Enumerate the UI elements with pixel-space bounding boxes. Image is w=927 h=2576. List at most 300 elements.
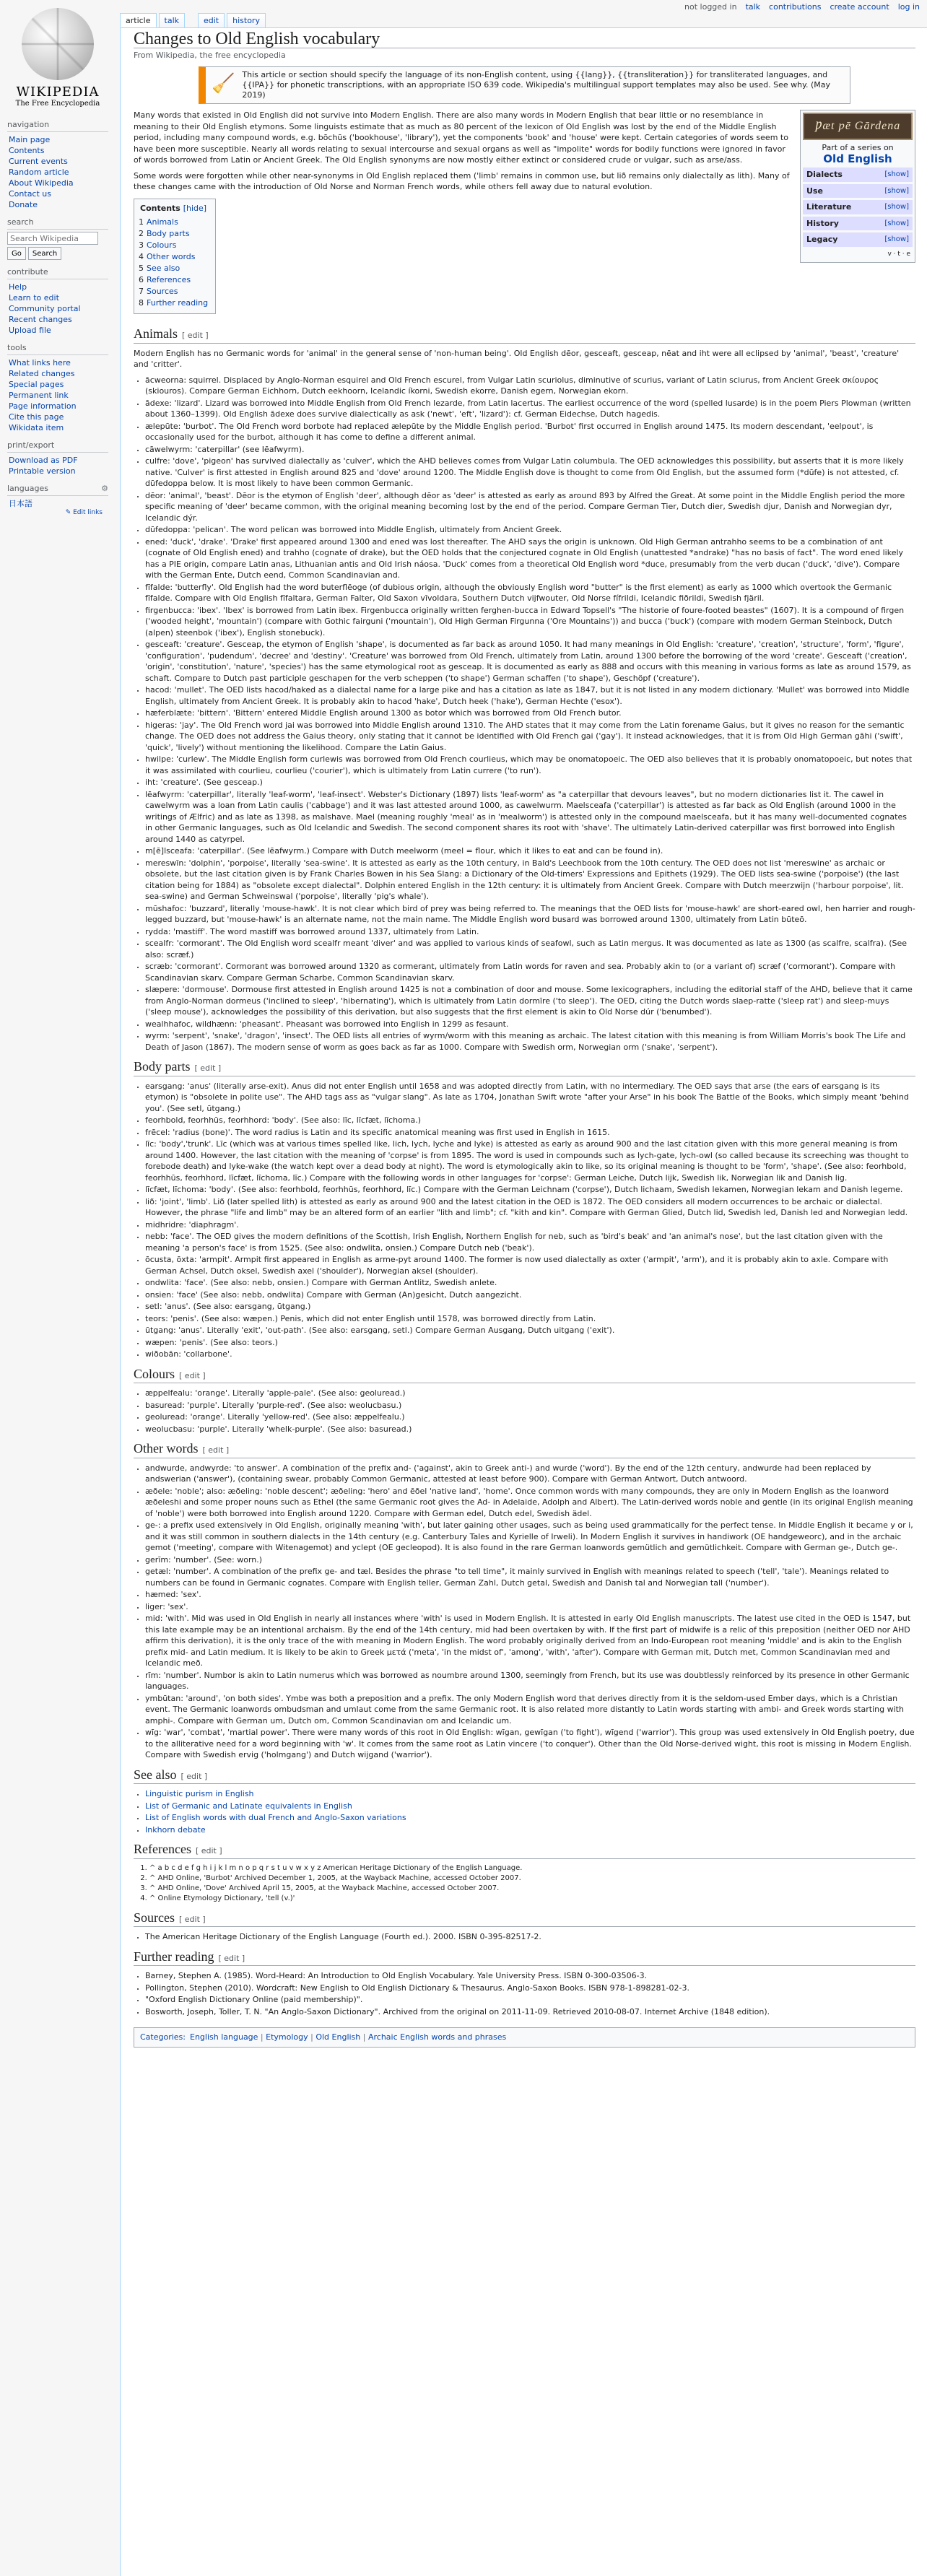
list-item-text: ælepūte: 'burbot'. The Old French word borbote had replaced ælepūte by the Middle English period. 'Burbot' first occurred in English around 1475. Its modern descendant, 'eelpout', is occasionally used for the burbot, although it has come to define a different animal. xyxy=(145,421,874,442)
create-account-link[interactable]: create account xyxy=(830,1,889,12)
reference-item xyxy=(149,1894,915,1904)
sidebar-nav-link[interactable]: Contents xyxy=(9,146,45,155)
list-item xyxy=(145,984,915,1018)
print-portal xyxy=(7,440,108,477)
list-item xyxy=(145,1400,915,1411)
section-list-sources xyxy=(134,1931,915,1943)
search-input[interactable] xyxy=(7,232,98,245)
series-row-show-toggle[interactable]: [show] xyxy=(884,186,909,195)
navigation-portal xyxy=(7,120,108,210)
toc-link[interactable]: Body parts xyxy=(147,229,190,238)
list-item-text: earsgang: 'anus' (literally arse-exit). Anus did not enter English until 1658 and was adopted directly from Latin, with no intermediary. The OED says that arse (the ears of earsgang is its etymon) is "obsolete in polite use". The AHD tags ass as "vulgar slang". As late as 1704, Jonathan Swift wrote "after your Arse" in his book The Battle of the Books, which simply meant 'behind you'. (See setl, ūtgang.) xyxy=(145,1081,909,1113)
list-item xyxy=(145,1566,915,1588)
list-item-text: ^ Online Etymology Dictionary, 'tell (v.)' xyxy=(149,1894,295,1902)
toc-title: Contents [hide] xyxy=(140,203,207,213)
toc-item[interactable] xyxy=(139,251,208,263)
list-item xyxy=(145,961,915,983)
toc-hide-toggle[interactable]: [hide] xyxy=(183,203,207,213)
edit-links-link[interactable]: Edit links xyxy=(73,509,103,516)
contributions-link[interactable]: contributions xyxy=(769,1,822,12)
list-item-text: slæpere: 'dormouse'. Dormouse first attested in English around 1425 is not a combination of door and mouse. Some lexicographers, including the editorial staff of the AHD, believe that it came from Anglo-Norman dormeus ('inclined to sleep', 'hibernating'), which is ultimately from Latin dormīre ('to sleep'). The OED, citing the Dutch words slaep-ratte ('sleep rat') and sleep-muys ('sleep mouse'), acknowledges the possibility of this derivation, but also suggests that the first element is akin to Old Norse dúr ('benumbed'). xyxy=(145,985,913,1017)
tab-history[interactable]: history xyxy=(227,13,266,27)
category-separator: | xyxy=(258,2032,266,2042)
toc-link[interactable]: Animals xyxy=(147,217,178,227)
list-item xyxy=(145,536,915,581)
list-item xyxy=(145,1349,915,1360)
series-title[interactable]: Old English xyxy=(823,152,892,165)
list-item-text: dūfedoppa: 'pelican'. The word pelican was borrowed into Middle English, ultimately from Ancient Greek. xyxy=(145,525,562,534)
section-list-colours xyxy=(134,1388,915,1435)
list-item xyxy=(145,777,915,788)
list-item-text: hacod: 'mullet'. The OED lists hacod/haked as a dialectal name for a large pike and has a citation as late as 1847, but it is not listed in any modern dictionary. 'Mullet' was borrowed into Middle English, ultimately from Ancient Greek. It is probably akin to hacod 'hake', Dutch heek ('hake'), German Hechte ('esox'). xyxy=(145,685,910,706)
list-item-text: ^ a b c d e f g h i j k l m n o p q r s t u v w x y z American Heritage Dictionary of the English Language. xyxy=(149,1863,523,1872)
personal-toolbar xyxy=(684,0,920,13)
sidebar-tools-item[interactable] xyxy=(9,379,108,390)
navigation-list xyxy=(7,134,108,210)
list-item-text: andwurde, andwyrde: 'to answer'. A combination of the prefix and- ('against', akin to Greek anti-) and wurde ('word'). By the end of the 12th century, andwurde had been replaced by andswerian ('answer'), (containing swear, probably Common Germanic, attested at least before 900). Compare with German Antwort, Dutch antwoord. xyxy=(145,1463,871,1484)
toc-list xyxy=(139,217,208,309)
series-row[interactable] xyxy=(803,184,913,199)
series-row-label: Use xyxy=(806,186,823,196)
sidebar-contribute-link[interactable]: Help xyxy=(9,282,27,292)
gear-icon[interactable]: ⚙ xyxy=(101,484,108,493)
toc-link[interactable]: References xyxy=(147,275,191,284)
list-item-text: onsien: 'face' (See also: nebb, ondwlita) Compare with German (An)gesicht, Dutch aangezicht. xyxy=(145,1289,522,1300)
list-item-text: mid: 'with'. Mid was used in Old English in nearly all instances where 'with' is used in Modern English. It is attested in early Old English manuscripts. The latest use cited in the OED is 1547, but this late example may be an intentional archaism. By the end of the 14th century, mid had been overtaken by with. If the first part of midwife is a relic of this preposition (neither OED nor AHD affirm this derivation), it is the only trace of the with meaning in Modern English. The word probably originally derived from an Indo-European root meaning 'middle' and is akin to the English prefix mid- and Latin medium. It is likely to be akin to Greek μετά ('meta', 'in the midst of', 'among', 'with', 'after'). Compare with German mit, Dutch met, Common Scandinavian med and Icelandic með. xyxy=(145,1614,911,1668)
sidebar-print-link[interactable]: Download as PDF xyxy=(9,456,78,465)
list-item-text: scealfr: 'cormorant'. The Old English word scealfr meant 'diver' and was applied to various kinds of seafowl, such as Latin mergus. It was documented as late as 1300 (as scalfre, scalfra). (See also: scræf.) xyxy=(145,939,908,960)
sidebar-contribute-item[interactable] xyxy=(9,314,108,325)
series-row[interactable] xyxy=(803,217,913,231)
list-item-text: ge-: a prefix used extensively in Old English, originally meaning 'with', but later gaining other usages, such as being used grammatically for the perfect tense. In Middle English it became y or i, and it was still common in southern dialects in the 14th century (e.g. Canterbury Tales and Kyrielle of Irweli). In Modern English it survives in handiwork (OE handgeweorc), and in the archaic gemot ('meeting', compare with Witenagemot) and yclept (OE gecleopod). It is also found in the rare German loanwords gemütlich and gemütlichkeit. Compare with German ge-, Dutch ge-. xyxy=(145,1520,913,1552)
toc-number: 2 xyxy=(139,229,144,238)
list-item-text: mūshafoc: 'buzzard', literally 'mouse-hawk'. It is not clear which bird of prey was being referred to. The meanings that the OED lists for 'mouse-hawk' are short-eared owl, hen harrier and rough-legged buzzard, but 'mouse-hawk' is an alternate name, not the main name. The Middle English word busard was borrowed around 1300, ultimately from Latin būteō. xyxy=(145,903,915,924)
see-also-link[interactable]: List of Germanic and Latinate equivalents in English xyxy=(145,1801,352,1811)
list-item[interactable] xyxy=(145,1824,915,1836)
section-list-other xyxy=(134,1463,915,1761)
category-link[interactable]: English language xyxy=(190,2032,258,2042)
list-item-text: līc: 'body','trunk'. Līc (which was at various times spelled like, lich, lych, lyche and lyke) is attested as early as around 900 and the last citation given with this more general meaning is from around 1400. However, the last citation with the meaning of 'corpse' is from 1895. The word is used in compounds such as lych-gate, lych-owl (so called because its screeching was thought to forebode death) and lyke-wake (the watch kept over a dead body at night). The word is etymologically akin to like, so its original meaning is thought to be 'form', 'shape'. (See also: feorhbold, feorhhūs, feorhhord, līcfæt, līchoma, līc.) Compare with the following words in other languages for 'corpse': German Leiche, Dutch lijk, Swedish lik, Norwegian lik and Danish lig. xyxy=(145,1139,909,1183)
list-item xyxy=(145,456,915,489)
series-row-label: History xyxy=(806,218,839,228)
list-item xyxy=(145,789,915,845)
wikipedia-logo[interactable] xyxy=(0,0,116,116)
not-logged-in-label: not logged in xyxy=(684,1,737,12)
list-item xyxy=(145,524,915,536)
list-item xyxy=(145,1325,915,1336)
section-heading-see-also xyxy=(134,1767,915,1785)
sidebar-contribute-link[interactable]: Upload file xyxy=(9,326,51,335)
list-item[interactable] xyxy=(145,1801,915,1812)
languages-portal xyxy=(7,484,108,516)
list-item xyxy=(145,582,915,604)
toc-number: 6 xyxy=(139,275,144,284)
sidebar-tools-link[interactable]: Cite this page xyxy=(9,412,64,422)
tools-portal xyxy=(7,343,108,433)
old-english-series-box xyxy=(800,110,915,263)
list-item xyxy=(145,1970,915,1982)
list-item xyxy=(145,421,915,443)
list-item-text: dēor: 'animal', 'beast'. Dēor is the etymon of English 'deer', although dēor as 'deer' is attested as early as around 893 by Alfred the Great. At some point in the Middle English period the more specific meaning of 'deer' became common, with the original meaning becoming lost by the end of the period. Compare German Tier, Dutch dier, Swedish djur, Danish and Norwegian dyr, Icelandic dýr. xyxy=(145,490,905,523)
toc-item[interactable] xyxy=(139,217,208,228)
list-item-text: wiðobān: 'collarbone'. xyxy=(145,1349,232,1359)
category-separator: | xyxy=(308,2032,316,2042)
series-row[interactable] xyxy=(803,232,913,247)
search-button[interactable]: Search xyxy=(28,247,61,260)
toc-number: 8 xyxy=(139,298,144,308)
section-heading-further xyxy=(134,1951,915,1967)
sidebar-tools-item[interactable] xyxy=(9,368,108,379)
list-item xyxy=(145,639,915,684)
section-edit-link[interactable]: [ edit ] xyxy=(182,331,209,340)
section-edit-link[interactable]: [ edit ] xyxy=(218,1953,245,1963)
contribute-portal xyxy=(7,267,108,336)
list-item xyxy=(145,1693,915,1727)
tab-article[interactable]: article xyxy=(120,13,157,27)
section-title: Other words xyxy=(134,1441,199,1455)
series-row-label: Dialects xyxy=(806,170,843,179)
navigation-heading: navigation xyxy=(7,120,108,132)
list-item-text: līcfæt, līchoma: 'body'. (See also: feorhbold, feorhhūs, feorhhord, līc.) Compare with the German Leichnam ('corpse'), Dutch lichaam, Swedish lekamen, Norwegian lekam and Danish legeme. xyxy=(145,1185,903,1194)
list-item xyxy=(145,926,915,938)
list-item-text: Pollington, Stephen (2010). Wordcraft: New English to Old English Dictionary & Thesaurus. Anglo-Saxon Books. ISBN 978-1-898281-02-3. xyxy=(145,1983,689,1993)
page-tabs xyxy=(120,13,920,27)
intro-paragraph-1: Many words that existed in Old English did not survive into Modern English. There are also many words in Modern English that bear little or no resemblance in meaning to their Old English etymons. Some linguists estimate that as much as 80 percent of the lexicon of Old English was lost by the end of the Middle English period, including many compound words, e.g. bōchūs ('bookhouse', 'library'), yet the components 'book' and 'house' were kept. Certain categories of words seem to have been more susceptible. Nearly all words relating to sexual intercourse and sexual organs as well as "impolite" words for bodily functions were ignored in favor of words borrowed from Latin or Ancient Greek. The Old English synonyms are now mostly either extinct or considered crude or vulgar, such as arse/ass. xyxy=(134,110,788,165)
list-item xyxy=(145,1337,915,1349)
list-item xyxy=(145,1463,915,1485)
sidebar-contribute-link[interactable]: Community portal xyxy=(9,304,81,313)
talk-link[interactable]: talk xyxy=(745,1,761,12)
list-item xyxy=(145,708,915,719)
sidebar-language-item[interactable] xyxy=(9,498,108,509)
toc-link[interactable]: Sources xyxy=(147,287,178,296)
sidebar-nav-link[interactable]: About Wikipedia xyxy=(9,178,74,188)
list-item-text: ācweorna: squirrel. Displaced by Anglo-Norman esquirel and Old French escurel, from Vulgar Latin scuriolus, diminutive of scurius, variant of Latin sciurus, from Ancient Greek σκίουρος (skiouros). Compare German Eichhorn, Dutch eekhoorn, Icelandic íkorni, Swedish ekorre, Danish egern, Norwegian ekorn. xyxy=(145,375,879,396)
list-item xyxy=(145,1139,915,1183)
toc-item[interactable] xyxy=(139,263,208,274)
section-edit-link[interactable]: [ edit ] xyxy=(180,1771,208,1781)
sidebar-nav-link[interactable]: Current events xyxy=(9,157,68,166)
section-edit-link[interactable]: [ edit ] xyxy=(194,1063,222,1073)
list-item-text: lið: 'joint', 'limb'. Lið (later spelled lith) is attested as early as around 900 and the latest citation in the OED is 1872. The OED considers all modern occurrences to be archaic or dialectal. However, the phrase "life and limb" may be an altered form of an earlier "lith and limb"; cf. "kith and kin". Compare with German Glied, Dutch lid, Swedish led, Danish led and Norwegian ledd. xyxy=(145,1196,908,1217)
sidebar-contribute-item[interactable] xyxy=(9,303,108,314)
list-item-text: lēafwyrm: 'caterpillar', literally 'leaf-worm', 'leaf-insect'. Webster's Dictionary (1897) lists 'leaf-worm' as "a caterpillar that devours leaves", but no modern dictionaries list it. The cawel in cawelwyrm was a loan from Latin caulis ('cabbage') and it was last attested around 1000, as cawelwurm. Maelsceafa ('caterpillar') is attested as far back as Old English (around 1000 in the writings of Ælfric) and as late as 1398, as malshave. Mael (meaning roughly 'meal' as in 'mealworm') is attested only in the compound maelsceafa, but it has many well-documented cognates in other Germanic languages, such as Old Icelandic and Swedish. The second component shares its root with 'shave'. The ultimately Latin-derived caterpillar was first borrowed into English around 1440 as catyrpel. xyxy=(145,789,907,844)
list-item xyxy=(145,1554,915,1566)
sidebar-print-link[interactable]: Printable version xyxy=(9,466,76,476)
toc-number: 3 xyxy=(139,240,144,250)
section-edit-link[interactable]: [ edit ] xyxy=(195,1846,222,1855)
section-intro: Modern English has no Germanic words for 'animal' in the general sense of 'non-human being'. Old English dēor, gesceaft, gesceap, nēat and iht were all eclipsed by 'animal', 'beast', 'creature' and 'critter'. xyxy=(134,348,900,369)
page-title: Changes to Old English vocabulary xyxy=(134,34,915,48)
toc-item[interactable] xyxy=(139,297,208,309)
list-item-text: getæl: 'number'. A combination of the prefix ge- and tæl. Besides the phrase "to tell time", it mainly survived in English with meanings related to speech ('tell', 'tale'). Meanings related to numbers can be found in Germanic cognates. Compare with English teller, German Zahl, Dutch getal, Swedish and Danish tal and Norwegian tall ('number'). xyxy=(145,1567,889,1588)
list-item xyxy=(145,845,915,857)
sidebar xyxy=(0,117,108,523)
list-item-text: Bosworth, Joseph, Toller, T. N. "An Anglo-Saxon Dictionary". Archived from the original on 2011-11-09. Retrieved 2010-08-07. Internet Archive (1848 edition). xyxy=(145,2006,770,2016)
series-row-show-toggle[interactable]: [show] xyxy=(884,235,909,243)
series-row-label: Legacy xyxy=(806,235,838,244)
sidebar-language-link[interactable]: 日本語 xyxy=(9,499,32,508)
sidebar-nav-item[interactable] xyxy=(9,167,108,178)
list-item xyxy=(145,1601,915,1613)
sidebar-tools-item[interactable] xyxy=(9,412,108,422)
list-item xyxy=(145,1231,915,1253)
toc-item[interactable] xyxy=(139,274,208,286)
list-item xyxy=(145,1081,915,1115)
tools-heading: tools xyxy=(7,343,108,355)
section-heading-references xyxy=(134,1844,915,1859)
page-subtitle: From Wikipedia, the free encyclopedia xyxy=(134,50,286,60)
series-row[interactable] xyxy=(803,167,913,182)
list-item-text: geoluread: 'orange'. Literally 'yellow-red'. (See also: æppelfealu.) xyxy=(145,1412,405,1422)
sidebar-contribute-link[interactable]: Recent changes xyxy=(9,315,72,324)
list-item-text: gerīm: 'number'. (See: worn.) xyxy=(145,1554,263,1565)
globe-icon xyxy=(22,8,94,80)
toc-item[interactable] xyxy=(139,286,208,297)
list-item xyxy=(145,720,915,754)
list-item xyxy=(145,1019,915,1030)
sidebar-print-item[interactable] xyxy=(9,466,108,477)
sidebar-tools-item[interactable] xyxy=(9,390,108,401)
list-item xyxy=(145,938,915,960)
toc-link[interactable]: See also xyxy=(147,264,180,273)
section-heading-colours xyxy=(134,1366,915,1384)
see-also-link[interactable]: Linguistic purism in English xyxy=(145,1789,254,1798)
list-item-text: feorhbold, feorhhūs, feorhhord: 'body'. (See also: līc, līcfæt, līchoma.) xyxy=(145,1115,422,1125)
list-item-text: teors: 'penis'. (See also: wæpen.) Penis, which did not enter English until 1578, was borrowed directly from Latin. xyxy=(145,1313,596,1323)
sidebar-nav-item[interactable] xyxy=(9,134,108,145)
list-item-text: hæferblæte: 'bittern'. 'Bittern' entered Middle English around 1300 as botor which was borrowed from Old French butor. xyxy=(145,708,622,718)
notice-text: This article or section should specify the language of its non-English content, using {{lang}}, {{transliteration}} for transliterated languages, and {{IPA}} for phonetic transcriptions, with an appropriate ISO 639 code. Wikipedia's multilingual support templates may also be used. See why. (May 2019) xyxy=(242,70,831,100)
list-item-text: basuread: 'purple'. Literally 'purple-red'. (See also: weolucbasu.) xyxy=(145,1400,402,1410)
list-item-text: weolucbasu: 'purple'. Literally 'whelk-purple'. (See also: basuread.) xyxy=(145,1424,412,1434)
tab-talk[interactable]: talk xyxy=(159,13,185,27)
list-item xyxy=(145,1520,915,1554)
list-item-text: m[ē]lsceafa: 'caterpillar'. (See lēafwyrm.) Compare with Dutch meelworm (meel = flour, which it likes to eat and can be found in). xyxy=(145,846,663,856)
list-item-text: ^ AHD Online, 'Dove' Archived April 15, 2005, at the Wayback Machine, accessed October 2007. xyxy=(149,1884,500,1892)
sidebar-contribute-item[interactable] xyxy=(9,282,108,292)
list-item xyxy=(145,605,915,639)
sidebar-tools-link[interactable]: Special pages xyxy=(9,380,64,389)
list-item-text: iht: 'creature'. (See gesceap.) xyxy=(145,778,263,787)
tab-edit[interactable]: edit xyxy=(198,13,225,27)
list-item xyxy=(145,1254,915,1276)
list-item xyxy=(145,684,915,707)
sidebar-contribute-link[interactable]: Learn to edit xyxy=(9,293,59,303)
list-item xyxy=(145,903,915,926)
list-item xyxy=(145,398,915,420)
list-item-text: hwilpe: 'curlew'. The Middle English form curlewis was borrowed from Old French courlieus, which may be onomatopoeic. The OED also believes that it is probably onomatopoeic, but notes that it was assimilated with courlieu, courlieu ('courier'), which is ultimately from Latin currere ('to run'). xyxy=(145,754,913,775)
list-item xyxy=(145,1313,915,1325)
see-also-link[interactable]: Inkhorn debate xyxy=(145,1824,206,1835)
sidebar-nav-item[interactable] xyxy=(9,178,108,188)
sidebar-contribute-item[interactable] xyxy=(9,292,108,303)
go-button[interactable]: Go xyxy=(7,247,26,260)
print-heading: print/export xyxy=(7,440,108,453)
list-item[interactable] xyxy=(145,1788,915,1800)
languages-list xyxy=(7,498,108,509)
print-list xyxy=(7,455,108,477)
sidebar-tools-link[interactable]: What links here xyxy=(9,358,71,367)
list-item-text: ūtgang: 'anus'. Literally 'exit', 'out-path'. (See also: earsgang, setl.) Compare German Ausgang, Dutch uitgang ('exit'). xyxy=(145,1326,615,1335)
list-item xyxy=(145,490,915,524)
contribute-heading: contribute xyxy=(7,267,108,279)
broom-icon: 🧹 xyxy=(212,73,235,95)
list-item-text: wæpen: 'penis'. (See also: teors.) xyxy=(145,1337,278,1347)
section-title: References xyxy=(134,1842,191,1856)
list-item xyxy=(145,1589,915,1601)
sidebar-nav-item[interactable] xyxy=(9,188,108,199)
list-item-text: wyrm: 'serpent', 'snake', 'dragon', 'insect'. The OED lists all entries of wyrm/worm with this meaning as archaic. The latest citation with this meaning is from William Morris's book The Life and Death of Jason (1867). The modern sense of worm as goes back as far as 1000. Compare with Swedish orm, Norwegian orm ('snake', 'serpent'). xyxy=(145,1031,906,1052)
toc-number: 4 xyxy=(139,252,144,261)
category-link[interactable]: Etymology xyxy=(266,2032,308,2042)
list-item-text: frēcel: 'radius (bone)'. The word radius is Latin and its specific anatomical meaning was first used in English in 1615. xyxy=(145,1127,610,1137)
search-heading: search xyxy=(7,217,108,230)
edit-links-pencil-icon: ✎ xyxy=(65,509,74,516)
section-edit-link[interactable]: [ edit ] xyxy=(202,1445,230,1455)
list-item-text: culfre: 'dove', 'pigeon' has survived dialectally as 'culver', which the AHD believes comes from Vulgar Latin columbula. The OED acknowledges this possibility, but asserts that it is more likely native. 'Culver' is first attested in English around 825 and 'dove' around 1200. The Middle English dove is thought to come from Old English, but the assumed form (*dūfe) is not attested, cf. dūfedoppa below. It is most likely to have been common Germanic. xyxy=(145,456,904,488)
section-title: Sources xyxy=(134,1910,175,1925)
sidebar-nav-item[interactable] xyxy=(9,199,108,210)
list-item xyxy=(145,1388,915,1399)
category-link[interactable]: Archaic English words and phrases xyxy=(367,2032,507,2042)
section-list-further xyxy=(134,1970,915,2017)
list-item-text: ōcusta, ōxta: 'armpit'. Armpit first appeared in English as arme-pyt around 1400. The former is now used dialectally as oxter ('armpit', 'arm'), and it is probably akin to axle. Compare with German Achsel, Dutch oksel, Swedish axel ('shoulder'), Norwegian aksel (shoulder). xyxy=(145,1255,889,1276)
log-in-link[interactable]: log in xyxy=(897,1,920,12)
sidebar-nav-link[interactable]: Contact us xyxy=(9,189,51,199)
series-banner-image: Ƿæt ƿē Gārdena xyxy=(803,113,913,140)
list-item-text: rīm: 'number'. Numbor is akin to Latin numerus which was borrowed as noumbre around 1300, seemingly from French, but its use was doubtlessly reinforced by its presence in other Germanic languages. xyxy=(145,1670,910,1691)
list-item-text: The American Heritage Dictionary of the English Language (Fourth ed.). 2000. ISBN 0-395-82517-2. xyxy=(145,1932,541,1941)
list-item-text: ymbūtan: 'around', 'on both sides'. Ymbe was both a preposition and a prefix. The only Modern English word that derives directly from it is the seldom-used Ember days, which is a Christian event. The Germanic loanwords ombudsman and umlaut come from the same Germanic root. It is also related more distantly to Latin words starting with ambi- and Greek words starting with amphi-. Compare with German um, Dutch om, Common Scandinavian om and Icelandic um. xyxy=(145,1693,904,1726)
section-title: See also xyxy=(134,1767,177,1782)
list-item xyxy=(145,1613,915,1669)
toc-item[interactable] xyxy=(139,228,208,240)
list-item-text: ādexe: 'lizard'. Lizard was borrowed into Middle English from Old French lezarde, from Latin lacertus. The earliest occurrence of the word (spelled lusarde) is in the poem Piers Plowman (written about 1360–1399). Old English ādexe does survive dialectically as ask ('newt', 'eft', 'lizard'): cf. German Eidechse, Dutch hagedis. xyxy=(145,398,911,419)
list-item xyxy=(145,1219,915,1231)
list-item xyxy=(145,1983,915,1994)
sidebar-tools-link[interactable]: Page information xyxy=(9,401,77,411)
languages-heading: languages ⚙ xyxy=(7,484,108,496)
list-item-text: hæmed: 'sex'. xyxy=(145,1590,201,1599)
section-list-references xyxy=(134,1863,915,1904)
series-row[interactable] xyxy=(803,200,913,214)
sidebar-nav-link[interactable]: Main page xyxy=(9,135,51,144)
list-item-text: gesceaft: 'creature'. Gesceap, the etymon of English 'shape', is documented as far back as around 1050. It had many meanings in Old English: 'creature', 'creation', 'structure', 'form', 'figure', 'configuration', 'pudendum', 'decree' and 'destiny'. 'Creature' was borrowed from Old French, ultimately from Latin, around 1300 before the borrowing of the word 'create'. Gesceaft ('creation', 'origin', 'constitution', 'nature', 'species') has the same etymological root as gesceap. It is documented as early as 888 and occurs with this meaning in various forms as late as around 1579, as schaft. Compare to Dutch past participle geschapen for the verb scheppen ('to shape') German schaffen ('to shape'), Geschöpf ('creature'). xyxy=(145,640,911,683)
intro-paragraph-2: Some words were forgotten while other near-synonyms in Old English replaced them ('limb' remains in common use, but lið remains only dialectally as lith). Many of these changes came with the introduction of Old Norse and Norman French words, while others fell away due to natural evolution. xyxy=(134,170,790,191)
list-item-text: æppelfealu: 'orange'. Literally 'apple-pale'. (See also: geoluread.) xyxy=(145,1388,406,1398)
see-also-link[interactable]: List of English words with dual French and Anglo-Saxon variations xyxy=(145,1813,406,1822)
categories-label[interactable]: Categories: xyxy=(140,2032,186,2042)
list-item xyxy=(145,1184,915,1196)
section-list-see-also xyxy=(134,1788,915,1835)
list-item xyxy=(145,1424,915,1435)
sidebar-tools-item[interactable] xyxy=(9,422,108,433)
tools-list xyxy=(7,357,108,433)
sidebar-tools-link[interactable]: Permanent link xyxy=(9,391,69,400)
section-list-animals xyxy=(134,375,915,1053)
category-link[interactable]: Old English xyxy=(315,2032,361,2042)
list-item-text: liger: 'sex'. xyxy=(145,1601,188,1611)
list-item-text: higeras: 'jay'. The Old French word jai was borrowed into Middle English around 1310. The AHD states that it may come from the Latin forename Gaius, but it gives no reason for the semantic change. The OED does not address the Gaius theory, only stating that it cannot be identified with Old French gai ('gay'). It instead acknowledges, that it is from Old High German gāhi ('swift', 'quick', 'lively') without mentioning the likelihood. Compare the Latin Gaius. xyxy=(145,720,905,752)
list-item xyxy=(145,858,915,902)
list-item xyxy=(145,1670,915,1692)
list-item-text: ened: 'duck', 'drake'. 'Drake' first appeared around 1300 and ened was lost thereafter. The AHD says the origin is unknown. Old High German antrahho seems to be a combination of ant (cognate of Old English ened) and trahho (cognate of drake), but the OED holds that the conjectured cognate in Old English (unattested *andrake) "has no basis of fact". The word ened likely has a PIE origin, compare Latin anas, Lithuanian antis and Old Irish náosa. 'Duck' comes from a theoretical Old English word *duce, presumably from the verb ducan ('duck', 'dive'). Compare with the German Ente, Dutch eend, Common Scandinavian and. xyxy=(145,536,904,580)
reference-item xyxy=(149,1884,915,1894)
list-item xyxy=(145,1289,915,1301)
series-row-show-toggle[interactable]: [show] xyxy=(884,219,909,227)
list-item xyxy=(145,444,915,456)
toc-item[interactable] xyxy=(139,240,208,251)
section-edit-link[interactable]: [ edit ] xyxy=(179,1370,206,1380)
list-item xyxy=(145,1127,915,1139)
sidebar-nav-item[interactable] xyxy=(9,145,108,156)
list-item-text: wīg: 'war', 'combat', 'martial power'. There were many words of this root in Old English: wīgan, gewīgan ('to fight'), wīgend ('warrior'). This group was used extensively in Old English poetry, due to the alliterative need for a word beginning with 'w'. It comes from the same root as Latin vincere ('to conquer'). Other than the Old Norse-derived wight, this root is missing in Modern English. Compare with Swedish ervig ('holmgang') and Dutch wijgand ('warrior'). xyxy=(145,1728,915,1759)
toc-number: 5 xyxy=(139,264,144,273)
language-notice-box xyxy=(199,66,850,104)
section-title: Further reading xyxy=(134,1949,214,1964)
sidebar-print-item[interactable] xyxy=(9,455,108,466)
list-item xyxy=(145,2006,915,2018)
table-of-contents xyxy=(134,199,216,315)
series-row-show-toggle[interactable]: [show] xyxy=(884,203,909,211)
sidebar-contribute-item[interactable] xyxy=(9,325,108,336)
list-item[interactable] xyxy=(145,1812,915,1824)
section-heading-animals xyxy=(134,328,915,344)
sidebar-tools-item[interactable] xyxy=(9,401,108,412)
list-item-text: wealhhafoc, wildhænn: 'pheasant'. Pheasant was borrowed into English in 1299 as fesaunt. xyxy=(145,1019,509,1029)
sidebar-nav-link[interactable]: Donate xyxy=(9,200,38,209)
sidebar-tools-item[interactable] xyxy=(9,357,108,368)
section-title: Body parts xyxy=(134,1059,191,1074)
sidebar-nav-item[interactable] xyxy=(9,156,108,167)
section-heading-sources xyxy=(134,1910,915,1928)
toc-link[interactable]: Colours xyxy=(147,240,177,250)
list-item-text: æðele: 'noble'; also: æðeling: 'noble descent'; æðeling: 'hero' and ēðel 'native land', 'home'. Once common words with many compounds, they are only in Modern English as the loanword æðeleshi and some proper nouns such as Ethel (the same Germanic root gives the Ad- in Adelaide, Adolph and Albert). The Latin-derived words noble and gentle (in its original English meaning of 'noble') were both borrowed into English around 1220. Compare with German edel, Dutch edel, Swedish ädel. xyxy=(145,1486,913,1518)
section-title: Colours xyxy=(134,1366,175,1381)
series-row-show-toggle[interactable]: [show] xyxy=(884,170,909,178)
search-portal xyxy=(7,217,108,260)
category-separator: | xyxy=(360,2032,368,2042)
sidebar-tools-link[interactable]: Wikidata item xyxy=(9,423,64,432)
toc-link[interactable]: Further reading xyxy=(147,298,209,308)
sidebar-tools-link[interactable]: Related changes xyxy=(9,369,75,378)
category-links xyxy=(134,2027,915,2048)
section-heading-body xyxy=(134,1061,915,1076)
list-item-text: setl: 'anus'. (See also: earsgang, ūtgang.) xyxy=(145,1302,311,1311)
reference-item xyxy=(149,1874,915,1884)
series-label: Part of a series on xyxy=(822,143,894,152)
vte-links[interactable]: v · t · e xyxy=(887,250,910,258)
toc-number: 7 xyxy=(139,287,144,296)
list-item xyxy=(145,375,915,397)
section-edit-link[interactable]: [ edit ] xyxy=(179,1914,206,1924)
list-item xyxy=(145,1411,915,1423)
list-item-text: mereswīn: 'dolphin', 'porpoise', literally 'sea-swine'. It is attested as early as the 10th century, in Bald's Leechbook from the 10th century. The OED does not list 'mereswine' as archaic or obsolete, but the last citation given is by Frank Charles Bowen in his Sea Slang: a Dictionary of the Old-timers' Expressions and Epithets (1929). The OED lists sea-swine ('porpoise') (the last citation being for 1884) as "obsolete except dialectal". Dolphin entered English in the 12th century: it is ultimately from Ancient Greek. Compare with Dutch meerzwijn ('harbour porpoise', lit. sea-swine) and German Schweinswal ('porpoise', literally 'pig's whale'). xyxy=(145,858,904,901)
list-item-text: firgenbucca: 'ibex'. 'Ibex' is borrowed from Latin ibex. Firgenbucca originally written ferghen-bucca in Edward Topsell's "The historie of foure-footed beastes" (1607). It is a compound of firgen ('wooded height', 'mountain') (compare with Gothic fairguni ('mountain'), Old High German Firgunna ('Ore Mountains')) and bucca ('buck') (compare with modern German Steinbock, Dutch (alpen) steenbok ('ibex'), English stonebuck). xyxy=(145,605,905,638)
article-content xyxy=(120,27,927,2576)
sidebar-nav-link[interactable]: Random article xyxy=(9,167,69,177)
list-item xyxy=(145,1277,915,1289)
list-item-text: "Oxford English Dictionary Online (paid membership)". xyxy=(145,1995,363,2004)
logo-wordmark: WIKIPEDIA xyxy=(16,84,100,100)
list-item-text: cāwelwyrm: 'caterpillar' (see Iēafwyrm). xyxy=(145,444,305,454)
toc-link[interactable]: Other words xyxy=(147,252,196,261)
contribute-list xyxy=(7,282,108,336)
section-heading-other xyxy=(134,1443,915,1458)
list-item-text: fīfalde: 'butterfly'. Old English had the word buterflēoge (of dubious origin, although the obviously English word "butter" is the first element) as early as 1000 which overtook the Germanic fīfalde. Compare with Old English fīfaltara, German Falter, Old Saxon vīvoldara, Southern Dutch vijfwouter, Old Norse fífrildi, Icelandic fiðrildi, Swedish fjäril. xyxy=(145,582,892,603)
list-item-text: nebb: 'face'. The OED gives the modern definitions of the Scottish, Irish English, Northern English for neb, such as 'bird's beak' and 'an animal's nose', but the last citation given with the meaning 'a person's face' is from 1525. (See also: ondwlita, onsien.) Compare Dutch neb ('beak'). xyxy=(145,1232,883,1253)
